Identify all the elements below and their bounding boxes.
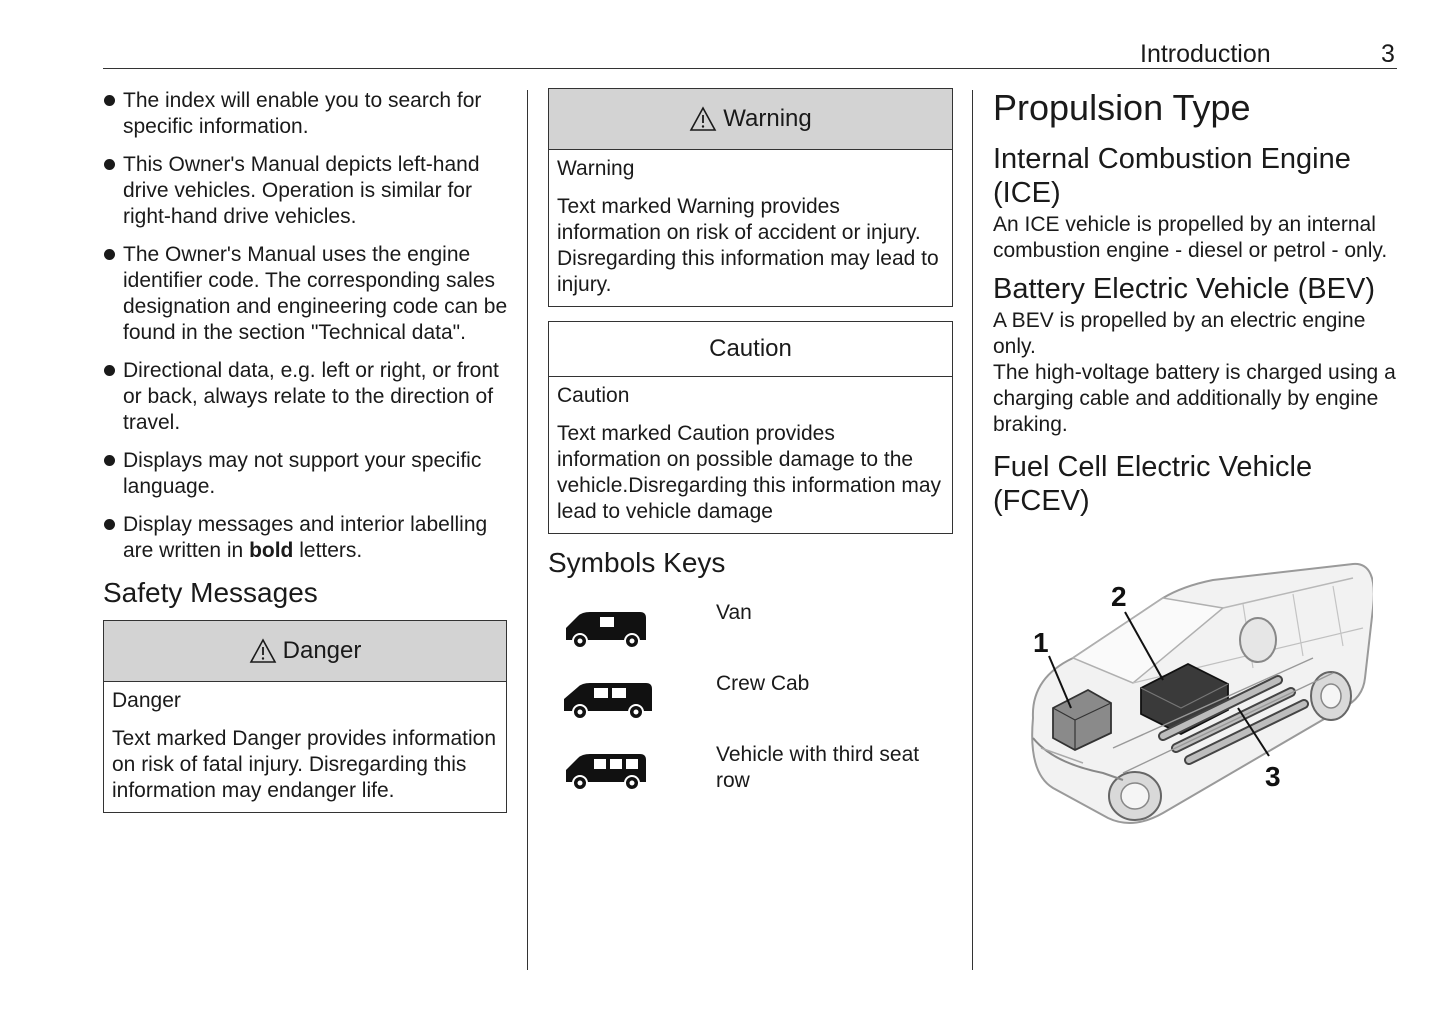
warning-box-title: Warning [557, 157, 635, 180]
danger-box-title: Danger [112, 689, 181, 712]
warning-box-header: Warning [549, 89, 952, 150]
column-3 [993, 88, 1403, 843]
ice-heading: Internal Combustion Engine (ICE) [993, 143, 1351, 209]
warning-box-text: Text marked Warning provides information on risk of accident or injury. Disregarding this information may lead to injury. [557, 195, 939, 296]
third-seat-row-icon [560, 748, 652, 792]
fcev-vehicle-illustration [1013, 548, 1373, 838]
intro-bullet-list [103, 88, 509, 564]
bev-text-1: A BEV is propelled by an electric engine only. [993, 309, 1366, 358]
symbols-keys-heading: Symbols Keys [548, 547, 726, 578]
list-item: This Owner's Manual depicts left-hand drive vehicles. Operation is similar for right-hand drive vehicles. [103, 152, 509, 230]
running-header-section: Introduction [1140, 40, 1271, 68]
callout-3: 3 [1265, 761, 1281, 792]
bullet-icon [104, 455, 115, 466]
symbol-label: Van [716, 601, 752, 624]
propulsion-type-heading: Propulsion Type [993, 87, 1251, 128]
list-item: Display messages and interior labelling are written in bold letters. [103, 512, 509, 564]
list-item: The Owner's Manual uses the engine identifier code. The corresponding sales designation and engineering code can be found in the section "Technical data". [103, 242, 509, 346]
caution-box-title: Caution [557, 384, 630, 407]
page-number: 3 [1381, 40, 1395, 68]
list-item: Directional data, e.g. left or right, or front or back, always relate to the direction of travel. [103, 358, 509, 436]
callout-1: 1 [1033, 627, 1049, 658]
header-rule [103, 68, 1397, 69]
column-2 [548, 88, 953, 810]
safety-messages-heading: Safety Messages [103, 577, 318, 608]
bullet-icon [104, 95, 115, 106]
danger-box [103, 620, 507, 813]
danger-box-text: Text marked Danger provides information on risk of fatal injury. Disregarding this information may endanger life. [112, 727, 497, 802]
bold-word: bold [249, 539, 294, 562]
fcev-heading: Fuel Cell Electric Vehicle (FCEV) [993, 451, 1313, 517]
crew-cab-icon [560, 677, 656, 721]
list-item: The index will enable you to search for specific information. [103, 88, 509, 140]
bullet-icon [104, 519, 115, 530]
bullet-icon [104, 249, 115, 260]
bev-text-2: The high-voltage battery is charged using a charging cable and additionally by engine braking. [993, 361, 1396, 436]
column-divider-1 [527, 90, 528, 970]
warning-triangle-icon [249, 638, 277, 664]
danger-box-header: Danger [104, 621, 506, 682]
ice-text: An ICE vehicle is propelled by an internal combustion engine - diesel or petrol - only. [993, 213, 1388, 262]
warning-triangle-icon [689, 106, 717, 132]
caution-box-text: Text marked Caution provides information on possible damage to the vehicle.Disregarding this information may lead to vehicle damage [557, 422, 941, 523]
warning-box [548, 88, 953, 307]
caution-box [548, 321, 953, 534]
van-icon [560, 606, 652, 650]
list-item: Displays may not support your specific language. [103, 448, 509, 500]
column-1 [103, 88, 509, 813]
symbol-label: Vehicle with third seat row [716, 743, 920, 792]
symbols-list [548, 580, 953, 810]
symbol-label: Crew Cab [716, 672, 810, 695]
bullet-icon [104, 365, 115, 376]
bullet-icon [104, 159, 115, 170]
bev-heading: Battery Electric Vehicle (BEV) [993, 273, 1375, 305]
caution-box-header: Caution [549, 322, 952, 377]
callout-2: 2 [1111, 581, 1127, 612]
column-divider-2 [972, 90, 973, 970]
